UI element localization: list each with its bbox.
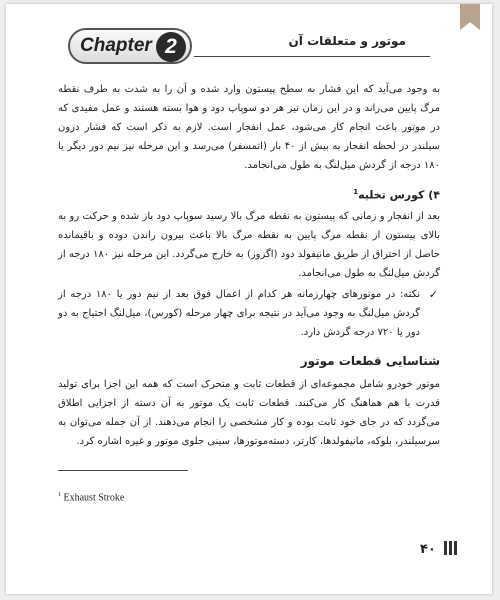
chapter-badge: [68, 28, 192, 64]
book-page: [6, 4, 492, 594]
paragraph-engine-parts: موتور خودرو شامل مجموعه‌ای از قطعات ثابت و متحرک است که همه این اجزا برای تولید قدرت با هم هماهنگ کار می‌کنند. قطعات ثابت یک موتور به آن دسته از اجزایی اطلاق می‌گردد که در جای خود ثابت بوده و کار مشخصی را انجام می‌دهند. از آن جمله می‌توان به سرسیلندر، بلوکه، مانیفولدها، کارتر، دسته‌موتورها، سینی جلوی موتور و غیره اشاره کرد.: [58, 378, 440, 447]
page-marker-bars-icon: [444, 541, 456, 555]
section-heading: شناسایی قطعات موتور: [300, 353, 440, 368]
footnote-text: Exhaust Stroke: [63, 492, 125, 504]
footnote-ref: 1: [58, 492, 61, 498]
checkmark-icon: ✓: [428, 287, 438, 301]
exhaust-stroke-heading: [58, 183, 440, 205]
page-body: [58, 80, 440, 451]
note-text: نکته: در موتورهای چهارزمانه هر کدام از اعمال فوق بعد از نیم دور یا ۱۸۰ درجه از گردش میل‌لنگ به وجود می‌آید در نتیجه برای چهار مرحله (کورس)، میل‌لنگ احتیاج به دو دور یا ۷۲۰ درجه گردش دارد.: [58, 288, 420, 338]
paragraph-exhaust-stroke: بعد از انفجار و زمانی که پیستون به نقطه مرگ بالا رسید سوپاپ دود باز شده و حرکت رو به بالای پیستون از نقطه مرگ پایین به نقطه مرگ بالا باعث بیرون راندن دوده و باقیمانده حاصل از احتراق از طریق مانیفولد دود (اگزوز) به خارج می‌گردد. این مرحله نیز ۱۸۰ درجه از گردش میل‌لنگ به طول می‌انجامد.: [58, 210, 440, 279]
chapter-label: Chapter: [80, 35, 152, 56]
header-divider: [194, 56, 430, 57]
footnote: [58, 492, 124, 503]
page-number: ۴۰: [420, 542, 436, 557]
chapter-title: موتور و متعلقات آن: [288, 34, 406, 48]
footnote-marker: 1: [353, 188, 359, 196]
chapter-number: 2: [156, 32, 186, 62]
paragraph-power-stroke: به وجود می‌آید که این فشار به سطح پیستون وارد شده و آن را به شدت به طرف نقطه مرگ پایین می‌راند و در این زمان نیز هر دو سوپاپ دود و هوا بسته هستند و عمل مفیدی که در موتور باعث انجام کار می‌شود، عمل انفجار است. لازم به ذکر است که فشار درون سیلندر در لحظه انفجار به بیش از ۴۰ بار (اتمسفر) می‌رسد و این مرحله نیز نیم دور دیگر یا ۱۸۰ درجه از گردش میل‌لنگ به طول می‌انجامد.: [58, 84, 441, 171]
bookmark-ribbon: [460, 4, 480, 30]
footnote-divider: [58, 470, 188, 471]
note-block: [58, 285, 440, 342]
exhaust-stroke-heading-text: ۴) کورس تخلیه: [358, 188, 440, 202]
